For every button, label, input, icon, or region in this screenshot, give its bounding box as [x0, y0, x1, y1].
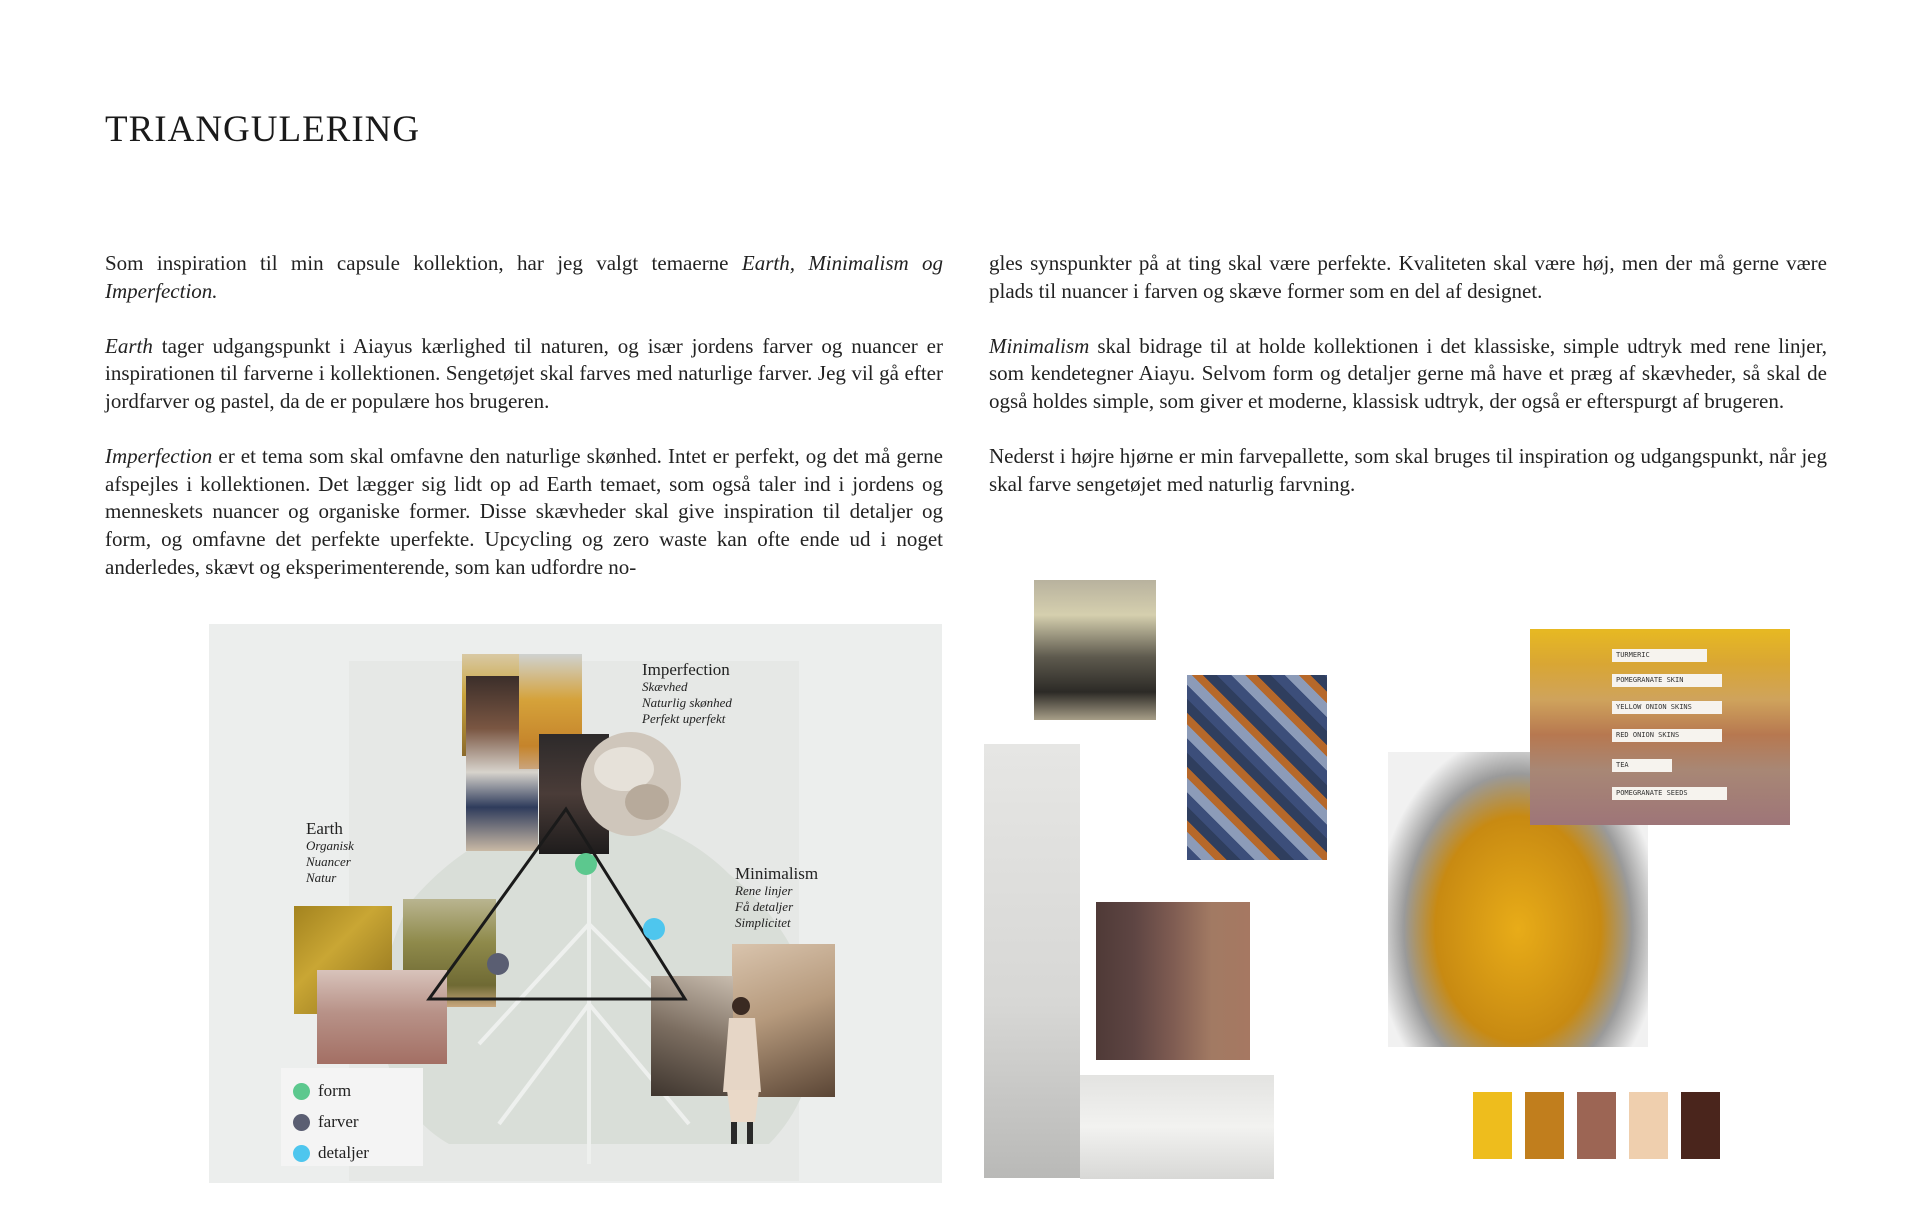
palette-swatch-3: [1577, 1092, 1616, 1159]
legend-dot: [293, 1145, 310, 1162]
minimalism-text: skal bidrage til at holde kollektionen i det klassiske, simple udtryk med rene linjer, som kendetegner Aiayu. Selvom form og detaljer gerne må have et præg af skævheder, så skal de også holdes simple, som giver et moderne, klassisk udtryk, der også er efterspurgt af brugeren.: [989, 333, 1827, 413]
intro-text: Som inspiration til min capsule kollektion, har jeg valgt temaerne: [105, 251, 742, 275]
earth-item: Nuancer: [306, 854, 351, 869]
page-title: TRIANGULERING: [105, 109, 421, 150]
dye-label-3: YELLOW ONION SKINS: [1612, 701, 1722, 714]
paragraph-imperfection: [105, 443, 943, 581]
legend-item-detaljer: [293, 1140, 369, 1166]
detaljer-dot: [643, 918, 665, 940]
paragraph-palette: Nederst i højre hjørne er min farvepallette, som skal bruges til inspiration og udgangspunkt, når jeg skal farve sengetøjet med naturlig farvning.: [989, 444, 1827, 496]
paragraph-minimalism: [989, 333, 1827, 416]
minimalism-item: Simplicitet: [735, 915, 791, 930]
earth-item: Natur: [306, 870, 337, 885]
legend-label: detaljer: [318, 1143, 369, 1162]
palette-swatch-2: [1525, 1092, 1564, 1159]
intro-themes: Earth, Minimalism og Imperfection.: [105, 251, 944, 303]
minimalism-item: Få detaljer: [735, 899, 794, 914]
image-woven-texture: [1187, 675, 1327, 860]
earth-item: Organisk: [306, 838, 354, 853]
minimalism-title: Minimalism: [735, 864, 819, 883]
imperfection-item: Perfekt uperfekt: [642, 711, 726, 726]
paragraph-intro: [105, 250, 943, 305]
image-white-pedestal: [1080, 1075, 1274, 1179]
imperfection-item: Naturlig skønhed: [642, 695, 732, 710]
legend-item-form: [293, 1078, 351, 1104]
legend: [281, 1068, 423, 1166]
dye-label-1: TURMERIC: [1612, 649, 1707, 662]
legend-item-farver: [293, 1109, 359, 1135]
form-dot: [575, 853, 597, 875]
legend-label: farver: [318, 1112, 359, 1131]
paragraph-continued: gles synspunkter på at ting skal være perfekte. Kvaliteten skal være høj, men der må gerne være plads til nuancer i farven og skæve former som en del af designet.: [989, 251, 1827, 303]
earth-term: Earth: [105, 333, 153, 358]
earth-title: Earth: [306, 819, 343, 838]
image-dyed-fabric-strips: [1530, 629, 1790, 825]
imperfection-title: Imperfection: [642, 660, 730, 679]
palette-swatch-1: [1473, 1092, 1512, 1159]
farver-dot: [487, 953, 509, 975]
palette-swatch-4: [1629, 1092, 1668, 1159]
image-flower-vase: [1034, 580, 1156, 720]
dye-label-2: POMEGRANATE SKIN: [1612, 674, 1722, 687]
paragraph-earth: [105, 333, 943, 416]
image-white-stairs: [984, 744, 1080, 1178]
imperfection-text: er et tema som skal omfavne den naturlige skønhed. Intet er perfekt, og det må gerne afspejles i kollektionen. Det lægger sig lidt op ad Earth temaet, som også taler ind i jordens og menneskets nuancer og organiske former. Disse skævheder skal give inspiration til detaljer og form, og omfavne det perfekte uperfekte. Upcycling og zero waste kan ofte ende ud i noget anderledes, skævt og eksperimenterende, som kan udfordre no-: [105, 444, 943, 579]
minimalism-term: Minimalism: [989, 333, 1090, 358]
legend-dot: [293, 1114, 310, 1131]
imperfection-item: Skævhed: [642, 679, 688, 694]
right-text-column: [989, 250, 1827, 526]
dye-label-5: TEA: [1612, 759, 1672, 772]
dye-label-6: POMEGRANATE SEEDS: [1612, 787, 1727, 800]
minimalism-item: Rene linjer: [735, 883, 793, 898]
palette-swatch-5: [1681, 1092, 1720, 1159]
legend-label: form: [318, 1081, 352, 1100]
legend-dot: [293, 1083, 310, 1100]
dye-label-4: RED ONION SKINS: [1612, 729, 1722, 742]
imperfection-term: Imperfection: [105, 444, 213, 469]
image-brown-fabrics: [1096, 902, 1250, 1060]
earth-text: tager udgangspunkt i Aiayus kærlighed til naturen, og især jordens farver og nuancer er inspirationen til farverne i kollektionen. Sengetøjet skal farves med naturlige farver. Jeg vil gå efter jordfarver og pastel, da de er populære hos brugeren.: [105, 333, 943, 413]
left-text-column: [105, 250, 943, 609]
